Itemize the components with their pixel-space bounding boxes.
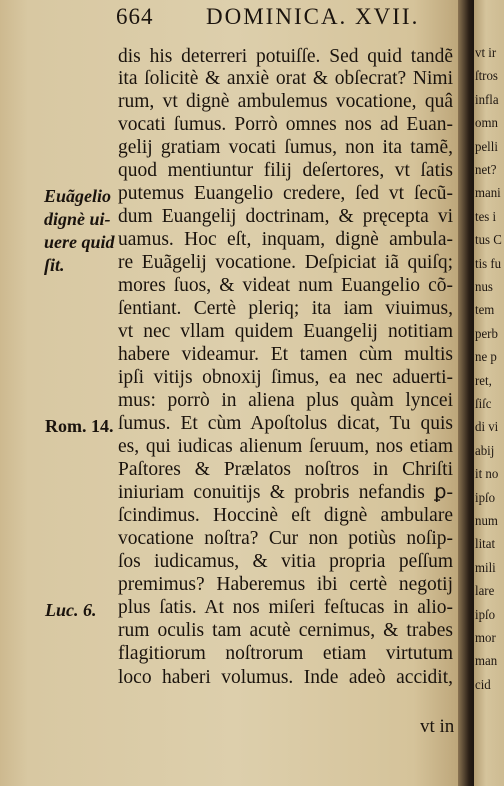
text-line: uamus. Hoc eſt, inquam, dignè ambula- xyxy=(118,229,453,250)
facing-page-fragment: tus C xyxy=(475,233,502,249)
text-line: ſcindimus. Hoccinè eſt dignè ambulare xyxy=(118,505,453,526)
text-line: iniuriam conuitijs & probris nefandis ꝑ- xyxy=(118,482,453,503)
page-header xyxy=(116,4,456,38)
facing-page-fragment: pelli xyxy=(475,139,498,155)
facing-page-fragment: lare xyxy=(475,584,495,600)
running-title: DOMINICA. XVII. xyxy=(206,4,420,29)
margin-note-line: ſit. xyxy=(44,255,65,275)
text-line: ſumus. Et cùm Apoſtolus dicat, Tu quis xyxy=(118,413,453,434)
facing-page-fragment: ſtros xyxy=(475,69,498,85)
facing-page-fragment: net? xyxy=(475,163,497,178)
margin-note-line: uere quid xyxy=(44,232,115,252)
facing-page-fragment: abij xyxy=(475,443,495,459)
text-line: ita ſolicitè & anxiè orat & obſecrat? Nimi xyxy=(118,68,453,89)
facing-page-fragment: tem xyxy=(475,303,495,319)
text-line: mus: porrò in aliena plus quàm lyncei xyxy=(118,390,453,411)
facing-page-fragment: mili xyxy=(475,560,496,576)
text-line: vocati ſumus. Porrò omnes nos ad Euan- xyxy=(118,114,453,135)
facing-page-fragment: cid xyxy=(475,677,491,693)
margin-reference-romans: Rom. 14. xyxy=(45,416,114,436)
margin-reference-luke: Luc. 6. xyxy=(45,600,97,620)
facing-page-fragment: vt ir xyxy=(475,46,497,61)
facing-page-fragment: litat xyxy=(475,537,496,553)
text-line: loco haberi volumus. Inde adeò accidit, xyxy=(118,667,453,688)
facing-page-fragment: di vi xyxy=(475,420,499,436)
text-line: Paſtores & Prælatos noſtros in Chriſti xyxy=(118,459,453,480)
page-number: 664 xyxy=(116,4,154,29)
facing-page-fragment: ſiſc xyxy=(475,397,492,412)
text-line: quod mentiuntur filij deſertores, vt ſatis xyxy=(118,160,453,181)
facing-page-fragment: mani xyxy=(475,186,501,202)
text-line: dis his deterreri potuiſſe. Sed quid tandẽ xyxy=(118,46,453,67)
text-line: plus ſatis. At nos miſeri feſtucas in alio- xyxy=(118,597,453,618)
facing-page-fragment: ret, xyxy=(475,373,492,389)
text-line: mores ſuos, & videat num Euangelio cõ- xyxy=(118,275,453,296)
margin-note-line: Euãgelio xyxy=(44,186,112,206)
facing-page-fragment: perb xyxy=(475,326,498,342)
text-line: es, qui iudicas alienum ſeruum, nos etiam xyxy=(118,436,453,457)
facing-page-fragment: tes i xyxy=(475,209,497,225)
facing-page-fragment: omn xyxy=(475,116,498,132)
facing-page-fragment: man xyxy=(475,654,498,670)
text-line: flagitiorum noſtrorum etiam virtutum xyxy=(118,643,453,664)
text-line: rum, vt dignè ambulemus vocatione, quâ xyxy=(118,91,453,112)
text-line: habere videamur. Et tamen cùm multis xyxy=(118,344,453,365)
facing-page-fragment: nus xyxy=(475,280,493,295)
facing-page-fragment: ipſo xyxy=(475,490,496,506)
catchword: vt in xyxy=(420,716,455,737)
text-line: rum oculis tam acutè cernimus, & trabes xyxy=(118,620,453,641)
text-line: ſos iudicamus, & vitia propria peſſum xyxy=(118,551,453,572)
facing-page-fragment: ipſo xyxy=(475,607,496,623)
facing-page-fragment: mor xyxy=(475,631,496,646)
facing-page-fragment: tis fu xyxy=(475,256,502,272)
facing-page-fragment: it no xyxy=(475,467,499,483)
text-line: gelij gratiam vocati ſumus, non ita tamẽ, xyxy=(118,137,453,158)
text-line: re Euãgelij vocatione. Deſpiciat iã quiſq; xyxy=(118,252,453,273)
text-line: premimus? Haberemus ibi certè negotij xyxy=(118,574,453,595)
text-line: putemus Euangelio credere, ſed vt ſecũ- xyxy=(118,183,453,204)
facing-page-fragment: ne p xyxy=(475,350,497,366)
facing-page-fragment: num xyxy=(475,514,498,529)
text-line: ſentiant. Certè pleriq; ita iam viuimus, xyxy=(118,298,453,319)
text-line: vocatione noſtra? Cur non potiùs noſip- xyxy=(118,528,453,549)
margin-note-line: dignè ui- xyxy=(44,209,111,229)
text-line: vt nec vllam quidem Euangelij notitiam xyxy=(118,321,453,342)
facing-page-edge xyxy=(474,0,504,786)
text-line: dum Euangelij doctrinam, & pręcepta vi xyxy=(118,206,453,227)
text-line: ipſi vitijs obnoxij ſimus, ea nec aduerti- xyxy=(118,367,453,388)
facing-page-fragment: infla xyxy=(475,92,499,108)
